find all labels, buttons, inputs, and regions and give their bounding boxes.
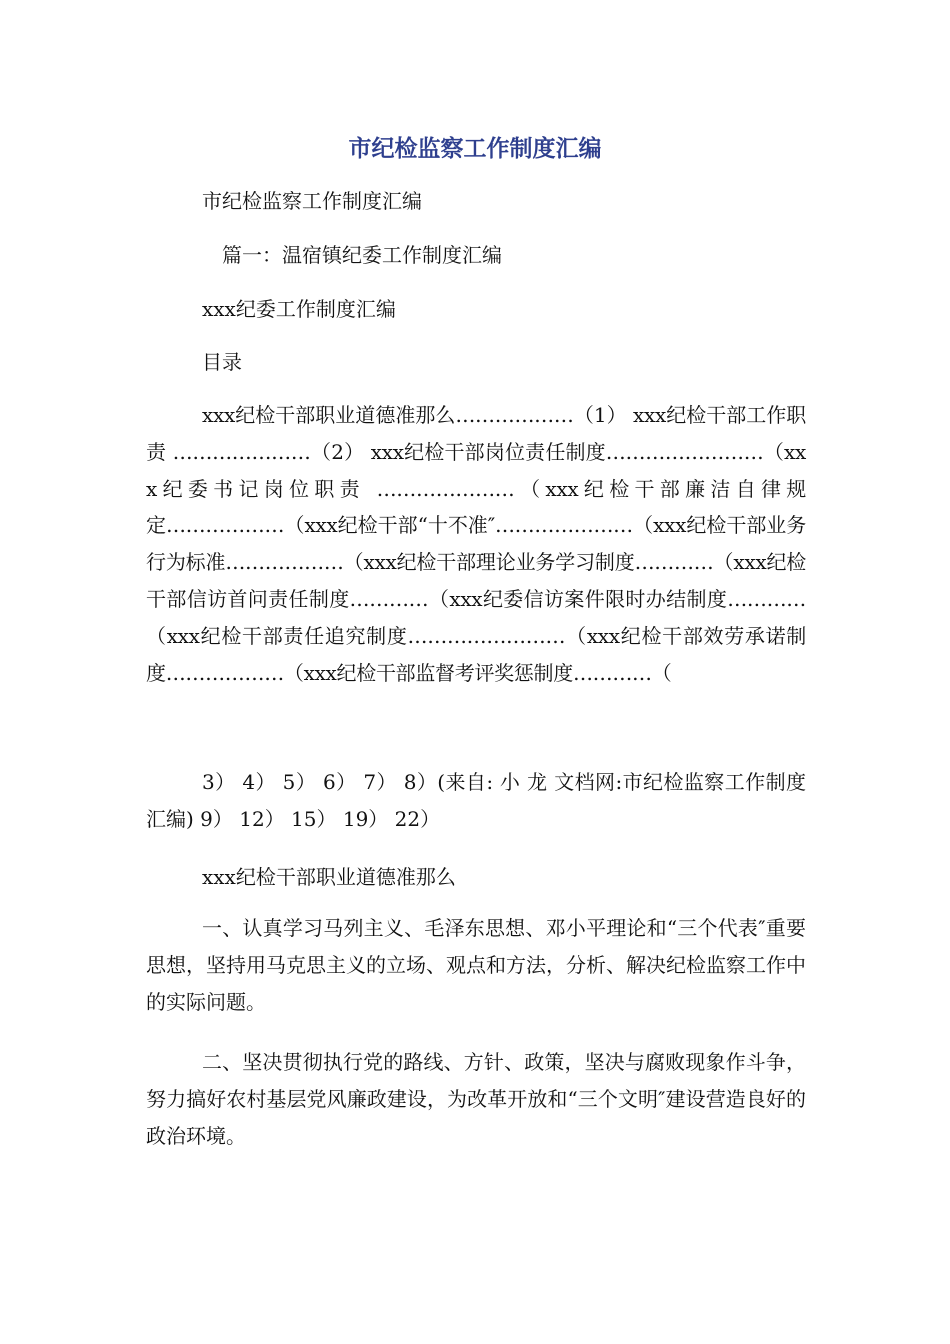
- chapter-heading: 篇一：温宿镇纪委工作制度汇编: [222, 243, 502, 267]
- body-paragraph-2: 二、坚决贯彻执行党的路线、方针、政策，坚决与腐败现象作斗争，努力搞好农村基层党风廉政建设，为改革开放和“三个文明″建设营造良好的政治环境。: [146, 1050, 806, 1148]
- section-heading: xxx纪检干部职业道德准那么: [202, 865, 456, 889]
- toc-paragraph: xxx纪检干部职业道德准那么………………（1） xxx纪检干部工作职责 …………………（2） xxx纪检干部岗位责任制度……………………（xxx纪委书记岗位职责 …………………（xxx纪检干部廉洁自律规定………………（xxx纪检干部“十不准″…………………（xxx纪检干部业务行为标准………………（xxx纪检干部理论业务学习制度…………（xxx纪检干部信访首问责任制度…………（xxx纪委信访案件限时办结制度…………（xxx纪检干部责任追究制度……………………（xxx纪检干部效劳承诺制度………………（xxx纪检干部监督考评奖惩制度…………（: [146, 403, 806, 685]
- collection-heading: xxx纪委工作制度汇编: [202, 297, 396, 321]
- document-title: 市纪检监察工作制度汇编: [348, 136, 602, 162]
- body-paragraph-1: 一、认真学习马列主义、毛泽东思想、邓小平理论和“三个代表″重要思想，坚持用马克思主义的立场、观点和方法，分析、解决纪检监察工作中的实际问题。: [146, 916, 806, 1014]
- document-subtitle: 市纪检监察工作制度汇编: [202, 189, 422, 213]
- toc-page-numbers: 3） 4） 5） 6） 7） 8）(来自: 小 龙 文档网:市纪检监察工作制度汇编) 9） 12） 15） 19） 22）: [146, 770, 806, 831]
- toc-heading: 目录: [202, 350, 242, 374]
